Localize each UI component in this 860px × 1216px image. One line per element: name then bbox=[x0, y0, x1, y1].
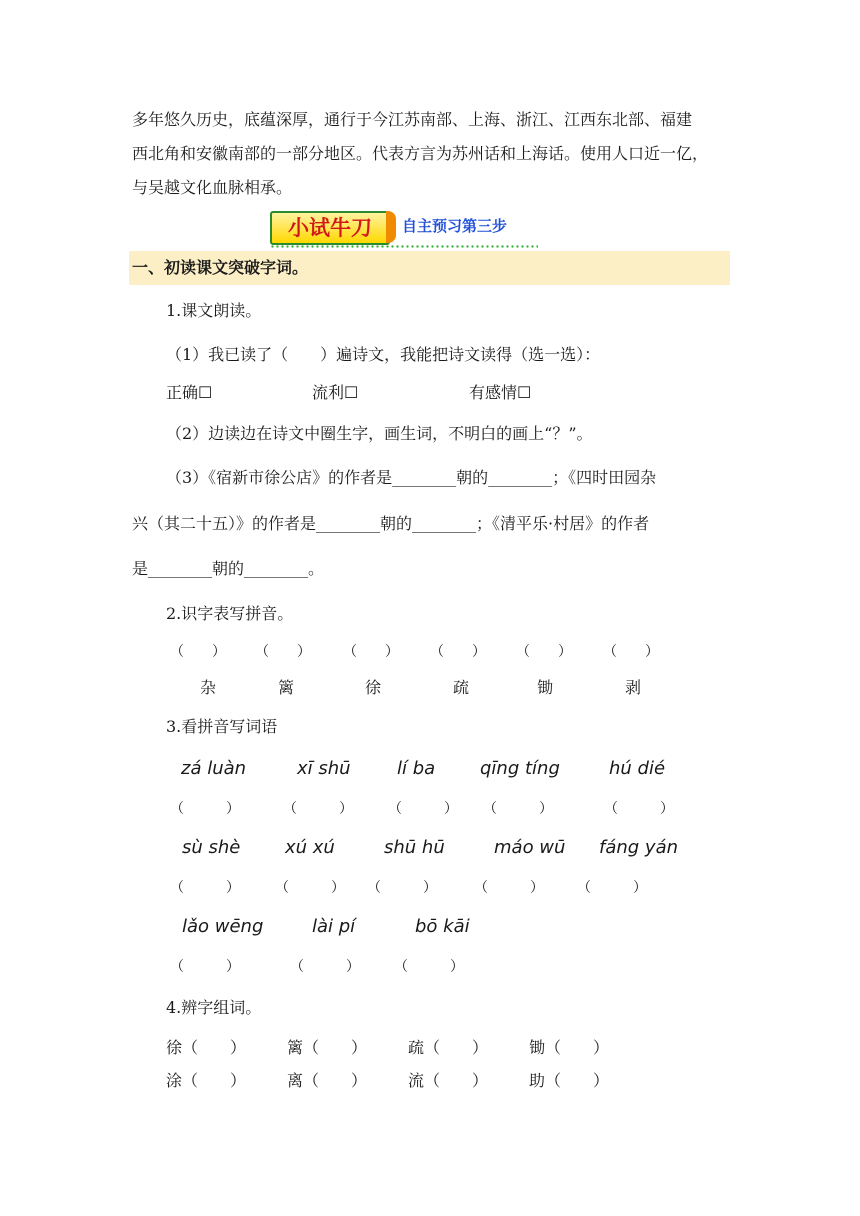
pinyin-word: bō kāi bbox=[415, 916, 470, 937]
intro-line: 多年悠久历史，底蕴深厚，通行于今江苏南部、上海、浙江、江西东北部、福建 bbox=[132, 110, 693, 129]
word-pair-item[interactable]: 流（ ） bbox=[408, 1071, 489, 1090]
word-blank[interactable]: （ ） bbox=[170, 801, 240, 817]
word-pair-item[interactable]: 助（ ） bbox=[529, 1071, 610, 1090]
word-blank[interactable]: （ ） bbox=[170, 959, 240, 975]
word-blank[interactable]: （ ） bbox=[290, 959, 360, 975]
char: 杂 bbox=[200, 678, 217, 697]
badge-dotted-underline bbox=[270, 245, 538, 248]
q1-part3-line3: 是________朝的________。 bbox=[132, 559, 325, 578]
char: 徐 bbox=[365, 678, 382, 697]
pinyin-word: sù shè bbox=[182, 837, 241, 858]
pinyin-word: xī shū bbox=[297, 758, 351, 779]
char: 篱 bbox=[278, 678, 295, 697]
badge-tail-decoration bbox=[386, 211, 396, 243]
pinyin-blank[interactable]: （ ） bbox=[516, 644, 572, 660]
badge-main-label: 小试牛刀 bbox=[270, 211, 390, 245]
pinyin-blank[interactable]: （ ） bbox=[603, 644, 659, 660]
pinyin-blank[interactable]: （ ） bbox=[255, 644, 311, 660]
badge-sub-label: 自主预习第三步 bbox=[402, 217, 508, 235]
pinyin-word: lài pí bbox=[312, 916, 356, 937]
pinyin-word: xú xú bbox=[285, 837, 335, 858]
q1-part1: （1）我已读了（ ）遍诗文，我能把诗文读得（选一选）： bbox=[166, 345, 601, 364]
char: 疏 bbox=[453, 678, 470, 697]
word-pair-item[interactable]: 涂（ ） bbox=[166, 1071, 247, 1090]
word-blank[interactable]: （ ） bbox=[367, 880, 437, 896]
q1-option-emotional: 有感情☐ bbox=[469, 383, 532, 402]
pinyin-blank[interactable]: （ ） bbox=[430, 644, 486, 660]
intro-line: 与吴越文化血脉相承。 bbox=[132, 178, 293, 197]
q3-title: 3.看拼音写词语 bbox=[166, 717, 278, 736]
pinyin-word: hú dié bbox=[609, 758, 666, 779]
word-blank[interactable]: （ ） bbox=[474, 880, 544, 896]
char: 锄 bbox=[537, 678, 554, 697]
q2-title: 2.识字表写拼音。 bbox=[166, 604, 294, 623]
pinyin-word: fáng yán bbox=[599, 837, 679, 858]
q1-part2: （2）边读边在诗文中圈生字，画生词，不明白的画上“？”。 bbox=[166, 424, 593, 443]
word-blank[interactable]: （ ） bbox=[483, 801, 553, 817]
word-blank[interactable]: （ ） bbox=[577, 880, 647, 896]
pinyin-word: qīng tíng bbox=[480, 758, 560, 779]
pinyin-word: shū hū bbox=[384, 837, 445, 858]
word-pair-item[interactable]: 篱（ ） bbox=[287, 1038, 368, 1057]
char: 剥 bbox=[625, 678, 642, 697]
word-blank[interactable]: （ ） bbox=[170, 880, 240, 896]
word-pair-item[interactable]: 疏（ ） bbox=[408, 1038, 489, 1057]
q4-title: 4.辨字组词。 bbox=[166, 998, 262, 1017]
word-pair-item[interactable]: 离（ ） bbox=[287, 1071, 368, 1090]
word-blank[interactable]: （ ） bbox=[275, 880, 345, 896]
pinyin-word: zá luàn bbox=[181, 758, 247, 779]
q1-option-fluent: 流利☐ bbox=[312, 383, 359, 402]
section-heading: 一、初读课文突破字词。 bbox=[132, 258, 309, 277]
pinyin-word: máo wū bbox=[494, 837, 566, 858]
pinyin-word: lǎo wēng bbox=[182, 916, 264, 937]
section-badge bbox=[270, 211, 538, 243]
q1-option-correct: 正确☐ bbox=[166, 383, 213, 402]
word-blank[interactable]: （ ） bbox=[394, 959, 464, 975]
q1-part3-line2: 兴（其二十五）》的作者是________朝的________；《清平乐·村居》的作者 bbox=[132, 514, 650, 533]
intro-line: 西北角和安徽南部的一部分地区。代表方言为苏州话和上海话。使用人口近一亿， bbox=[132, 144, 709, 163]
pinyin-blank[interactable]: （ ） bbox=[170, 644, 226, 660]
word-blank[interactable]: （ ） bbox=[283, 801, 353, 817]
word-blank[interactable]: （ ） bbox=[388, 801, 458, 817]
pinyin-blank[interactable]: （ ） bbox=[343, 644, 399, 660]
word-blank[interactable]: （ ） bbox=[604, 801, 674, 817]
pinyin-word: lí ba bbox=[397, 758, 436, 779]
q1-title: 1.课文朗读。 bbox=[166, 301, 262, 320]
word-pair-item[interactable]: 锄（ ） bbox=[529, 1038, 610, 1057]
word-pair-item[interactable]: 徐（ ） bbox=[166, 1038, 247, 1057]
intro-paragraph bbox=[132, 103, 732, 205]
section-heading-bar bbox=[129, 251, 730, 285]
q1-part3-line1: （3）《宿新市徐公店》的作者是________朝的________；《四时田园杂 bbox=[166, 468, 657, 487]
